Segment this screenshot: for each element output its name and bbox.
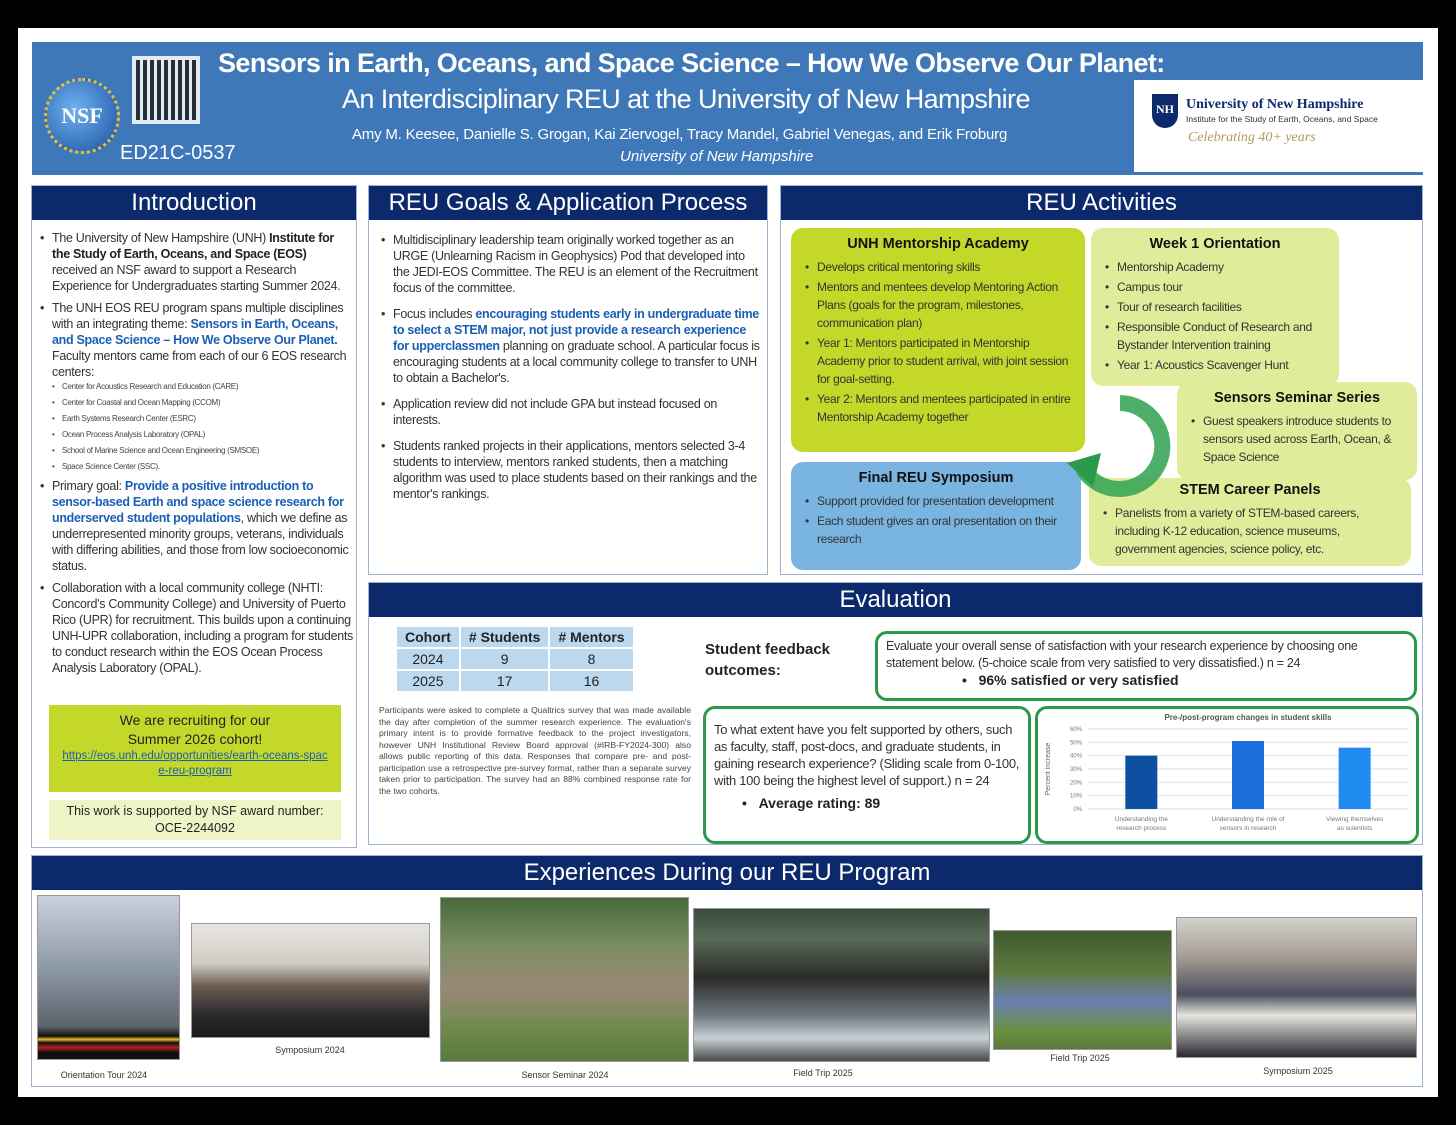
photo-caption: Field Trip 2025: [793, 1068, 853, 1078]
box-item: • Year 1: Acoustics Scavenger Hunt: [1101, 356, 1329, 374]
box-title: Sensors Seminar Series: [1213, 390, 1381, 406]
photo-caption: Field Trip 2025: [1050, 1053, 1110, 1063]
nsf-logo: [44, 78, 120, 154]
goals-bullet-4: • Students ranked projects in their applications, mentors selected 3-4 students to interview, mentors ranked students, then a matching algorithm was used to place students based on their rankings and the mentor's rankings.: [377, 438, 763, 502]
unh-institute: Institute for the Study of Earth, Oceans, and Space: [1186, 114, 1378, 124]
symposium-box: [791, 462, 1081, 570]
result-text: 96% satisfied or very satisfied: [978, 672, 1179, 688]
photo-caption: Symposium 2024: [275, 1045, 345, 1055]
result-text: Average rating: 89: [758, 795, 881, 811]
unh-tagline: Celebrating 40+ years: [1188, 130, 1316, 145]
box-item: • Mentors and mentees develop Mentoring Action Plans (goals for the program, milestones, communication plan): [801, 278, 1075, 332]
box-item: • Support provided for presentation development: [801, 492, 1071, 510]
box-title: Week 1 Orientation: [1149, 236, 1281, 252]
table-header: # Students: [461, 627, 549, 647]
cycle-arrow-icon: [1065, 391, 1175, 501]
cell: 16: [550, 671, 632, 691]
table-row: [397, 671, 633, 691]
eos-name: Institute for the Study of Earth, Oceans, and Space (EOS): [52, 231, 334, 261]
intro-bullet-3: [36, 478, 354, 574]
box-item: • Develops critical mentoring skills: [801, 258, 1075, 276]
unh-shield-icon: [1152, 94, 1178, 128]
recruit-text: We are recruiting for our: [119, 712, 271, 728]
intro-bullet-4: • Collaboration with a local community college (NHTI: Concord's Community College) and University of Puerto Rico (UPR) for recruitment. This builds upon a continuing UNH-UPR collaboration, including a program for students to conduct research within the EOS Ocean Process Analysis Laboratory (OPAL).: [36, 580, 354, 676]
unh-name: University of New Hampshire: [1186, 97, 1364, 112]
y-axis-label: Percent increase: [1045, 742, 1052, 796]
goals-bullet-3: • Application review did not include GPA but instead focused on interests.: [377, 396, 763, 428]
funding-note: [49, 800, 341, 840]
method-text: Participants were asked to complete a Qualtrics survey that was made available the day after completion of the summer research experience. The evaluation's primary intent is to provide formative feedback to the project investigators, however UNH Institutional Review Board approval (#IRB-FY2024-300) also allows public reporting of this data. Responses that compare pre- and post-participation use a retrospective pre-survey format, rather than a separate survey taken prior to participation. The survey had an 88% combined response rate for the two cohorts.: [379, 705, 691, 796]
box-title: STEM Career Panels: [1179, 482, 1321, 498]
text: Faculty mentors came from each of our 6 EOS research centers:: [52, 349, 347, 379]
poster-id: ED21C-0537: [120, 142, 236, 164]
cell: 9: [461, 649, 549, 669]
goals-heading: REU Goals & Application Process: [369, 186, 767, 220]
box-item: • Year 2: Mentors and mentees participated in entire Mentorship Academy together: [801, 390, 1075, 426]
funding-text: This work is supported by NSF award number:: [66, 804, 324, 818]
poster-title: Sensors in Earth, Oceans, and Space Science – How We Observe Our Planet:: [218, 48, 1165, 78]
box-item: • Tour of research facilities: [1101, 298, 1329, 316]
introduction-panel: [31, 185, 357, 848]
affiliation: University of New Hampshire: [620, 148, 814, 165]
qr-code[interactable]: [132, 56, 200, 124]
box-item: • Campus tour: [1101, 278, 1329, 296]
y-tick-label: 30%: [1069, 767, 1082, 773]
poster-header: [32, 42, 1423, 175]
evaluation-panel: [368, 582, 1423, 845]
support-question: To what extent have you felt supported by others, such as faculty, staff, post-docs, and graduate students, in gaining research experience? (Sliding scale from 0-100, with 100 being the highest level of support.) n = 24: [714, 722, 1020, 788]
y-tick-label: 10%: [1069, 793, 1082, 800]
support-result: • Average rating: 89: [742, 795, 881, 811]
poster-subtitle: An Interdisciplinary REU at the University of New Hampshire: [342, 84, 1030, 114]
photo-field-trip-group: [993, 930, 1172, 1050]
theme: Sensors in Earth, Oceans, and Space Science – How We Observe Our Planet.: [52, 317, 338, 347]
focus-highlight: encouraging students early in undergraduate time to select a STEM major, not just provide a research experience for upperclassmen: [393, 307, 759, 353]
chart-title: Pre-/post-program changes in student skills: [1164, 713, 1332, 722]
center-item: • School of Marine Science and Ocean Engineering (SMSOE): [36, 446, 354, 456]
photo-orientation-tour: [37, 895, 180, 1060]
center-item: • Space Science Center (SSC).: [36, 462, 354, 472]
table-row: [397, 649, 633, 669]
y-tick-label: 0%: [1073, 807, 1082, 813]
box-item: • Each student gives an oral presentation on their research: [801, 512, 1071, 548]
text: The University of New Hampshire (UNH): [52, 231, 270, 245]
recruiting-banner: [49, 705, 341, 792]
box-title: UNH Mentorship Academy: [847, 236, 1029, 252]
orientation-box: [1091, 228, 1339, 386]
box-item: • Mentorship Academy: [1101, 258, 1329, 276]
y-tick-label: 40%: [1069, 753, 1082, 760]
bar: [1339, 748, 1371, 809]
center-item: • Center for Acoustics Research and Education (CARE): [36, 382, 354, 392]
cell: 2025: [397, 671, 459, 691]
activities-panel: [780, 185, 1423, 575]
text: received an NSF award to support a Research Experience for Undergraduates starting Summer 2024.: [52, 263, 341, 293]
box-item: • Year 1: Mentors participated in Mentorship Academy prior to student arrival, with joint session for goal-setting.: [801, 334, 1075, 388]
box-item: • Guest speakers introduce students to sensors used across Earth, Ocean, & Space Science: [1187, 412, 1407, 466]
box-item: • Panelists from a variety of STEM-based careers, including K-12 education, science museums, government agencies, science policy, etc.: [1099, 504, 1401, 558]
recruit-link[interactable]: https://eos.unh.edu/opportunities/earth-oceans-space-reu-program: [62, 750, 328, 777]
authors: Amy M. Keesee, Danielle S. Grogan, Kai Ziervogel, Tracy Mandel, Gabriel Venegas, and Erik Froburg: [352, 126, 1008, 143]
activities-heading: REU Activities: [781, 186, 1422, 220]
center-item: • Center for Coastal and Ocean Mapping (CCOM): [36, 398, 354, 408]
bar: [1232, 741, 1264, 809]
cell: 17: [461, 671, 549, 691]
photo-sensor-seminar: [440, 897, 689, 1062]
table-header: Cohort: [397, 627, 459, 647]
satisfaction-box: [875, 631, 1417, 701]
photo-field-trip-shore: [693, 908, 990, 1062]
text: , which we define as underrepresented minority groups, veterans, individuals with differing abilities, and those from low socioeconomic status.: [52, 511, 349, 573]
y-tick-label: 50%: [1069, 740, 1082, 747]
seminar-series-box: [1177, 382, 1417, 480]
text: Focus includes: [393, 307, 476, 321]
support-box: [703, 706, 1031, 844]
x-tick-label: Understanding the research process: [1114, 816, 1168, 832]
recruit-text: Summer 2026 cohort!: [127, 731, 263, 747]
bar: [1125, 756, 1157, 809]
box-title: Final REU Symposium: [858, 470, 1014, 486]
feedback-label: Student feedback outcomes:: [705, 641, 831, 679]
experiences-heading: Experiences During our REU Program: [32, 856, 1422, 890]
satisfaction-question: Evaluate your overall sense of satisfaction with your research experience by choosing one statement below. (5-choice scale from very satisfied to very dissatisfied.) n = 24: [886, 639, 1358, 670]
x-tick-label: Understanding the role of sensors in research: [1211, 816, 1285, 832]
skills-bar-chart: [1038, 709, 1416, 841]
y-tick-label: 20%: [1069, 780, 1082, 787]
center-item: • Ocean Process Analysis Laboratory (OPAL): [36, 430, 354, 440]
photo-symposium-2025: [1176, 917, 1417, 1058]
evaluation-heading: Evaluation: [369, 583, 1422, 617]
y-tick-label: 60%: [1069, 727, 1082, 733]
photo-symposium-2024: [191, 923, 430, 1038]
cohort-table: [395, 625, 635, 693]
primary-goal: Provide a positive introduction to sensor-based Earth and space science research for underserved student populations: [52, 479, 344, 525]
intro-bullet-2: [36, 300, 354, 472]
award-number: OCE-2244092: [155, 821, 235, 835]
photo-caption: Symposium 2025: [1263, 1066, 1333, 1076]
unh-mark: NH: [1156, 102, 1174, 116]
text: The UNH EOS REU program spans multiple disciplines with an integrating theme:: [52, 301, 344, 331]
intro-bullet-1: [36, 230, 354, 294]
photo-caption: Sensor Seminar 2024: [521, 1070, 609, 1080]
introduction-heading: Introduction: [32, 186, 356, 220]
cell: 2024: [397, 649, 459, 669]
goals-bullet-1: • Multidisciplinary leadership team originally worked together as an URGE (Unlearning Racism in Geophysics) Pod that developed into the JEDI-EOS Committee. The REU is an element of the Recruitment focus of the committee.: [377, 232, 763, 296]
mentorship-academy-box: [791, 228, 1085, 452]
photo-caption: Orientation Tour 2024: [60, 1070, 148, 1080]
skills-chart-box: [1035, 706, 1419, 844]
satisfaction-result: • 96% satisfied or very satisfied: [962, 672, 1179, 688]
x-tick-label: Viewing themselves as scientists: [1326, 816, 1384, 832]
cell: 8: [550, 649, 632, 669]
box-item: • Responsible Conduct of Research and Bystander Intervention training: [1101, 318, 1329, 354]
center-item: • Earth Systems Research Center (ESRC): [36, 414, 354, 424]
text: Primary goal:: [52, 479, 125, 493]
unh-logo: [1134, 80, 1423, 172]
nsf-logo-text: NSF: [61, 103, 103, 128]
centers-list: [36, 382, 354, 472]
goals-panel: [368, 185, 768, 575]
text: planning on graduate school. A particular focus is encouraging students at a local community college to transfer to UNH to obtain a Bachelor's.: [393, 339, 760, 385]
table-header: # Mentors: [550, 627, 632, 647]
goals-bullet-2: [377, 306, 763, 386]
